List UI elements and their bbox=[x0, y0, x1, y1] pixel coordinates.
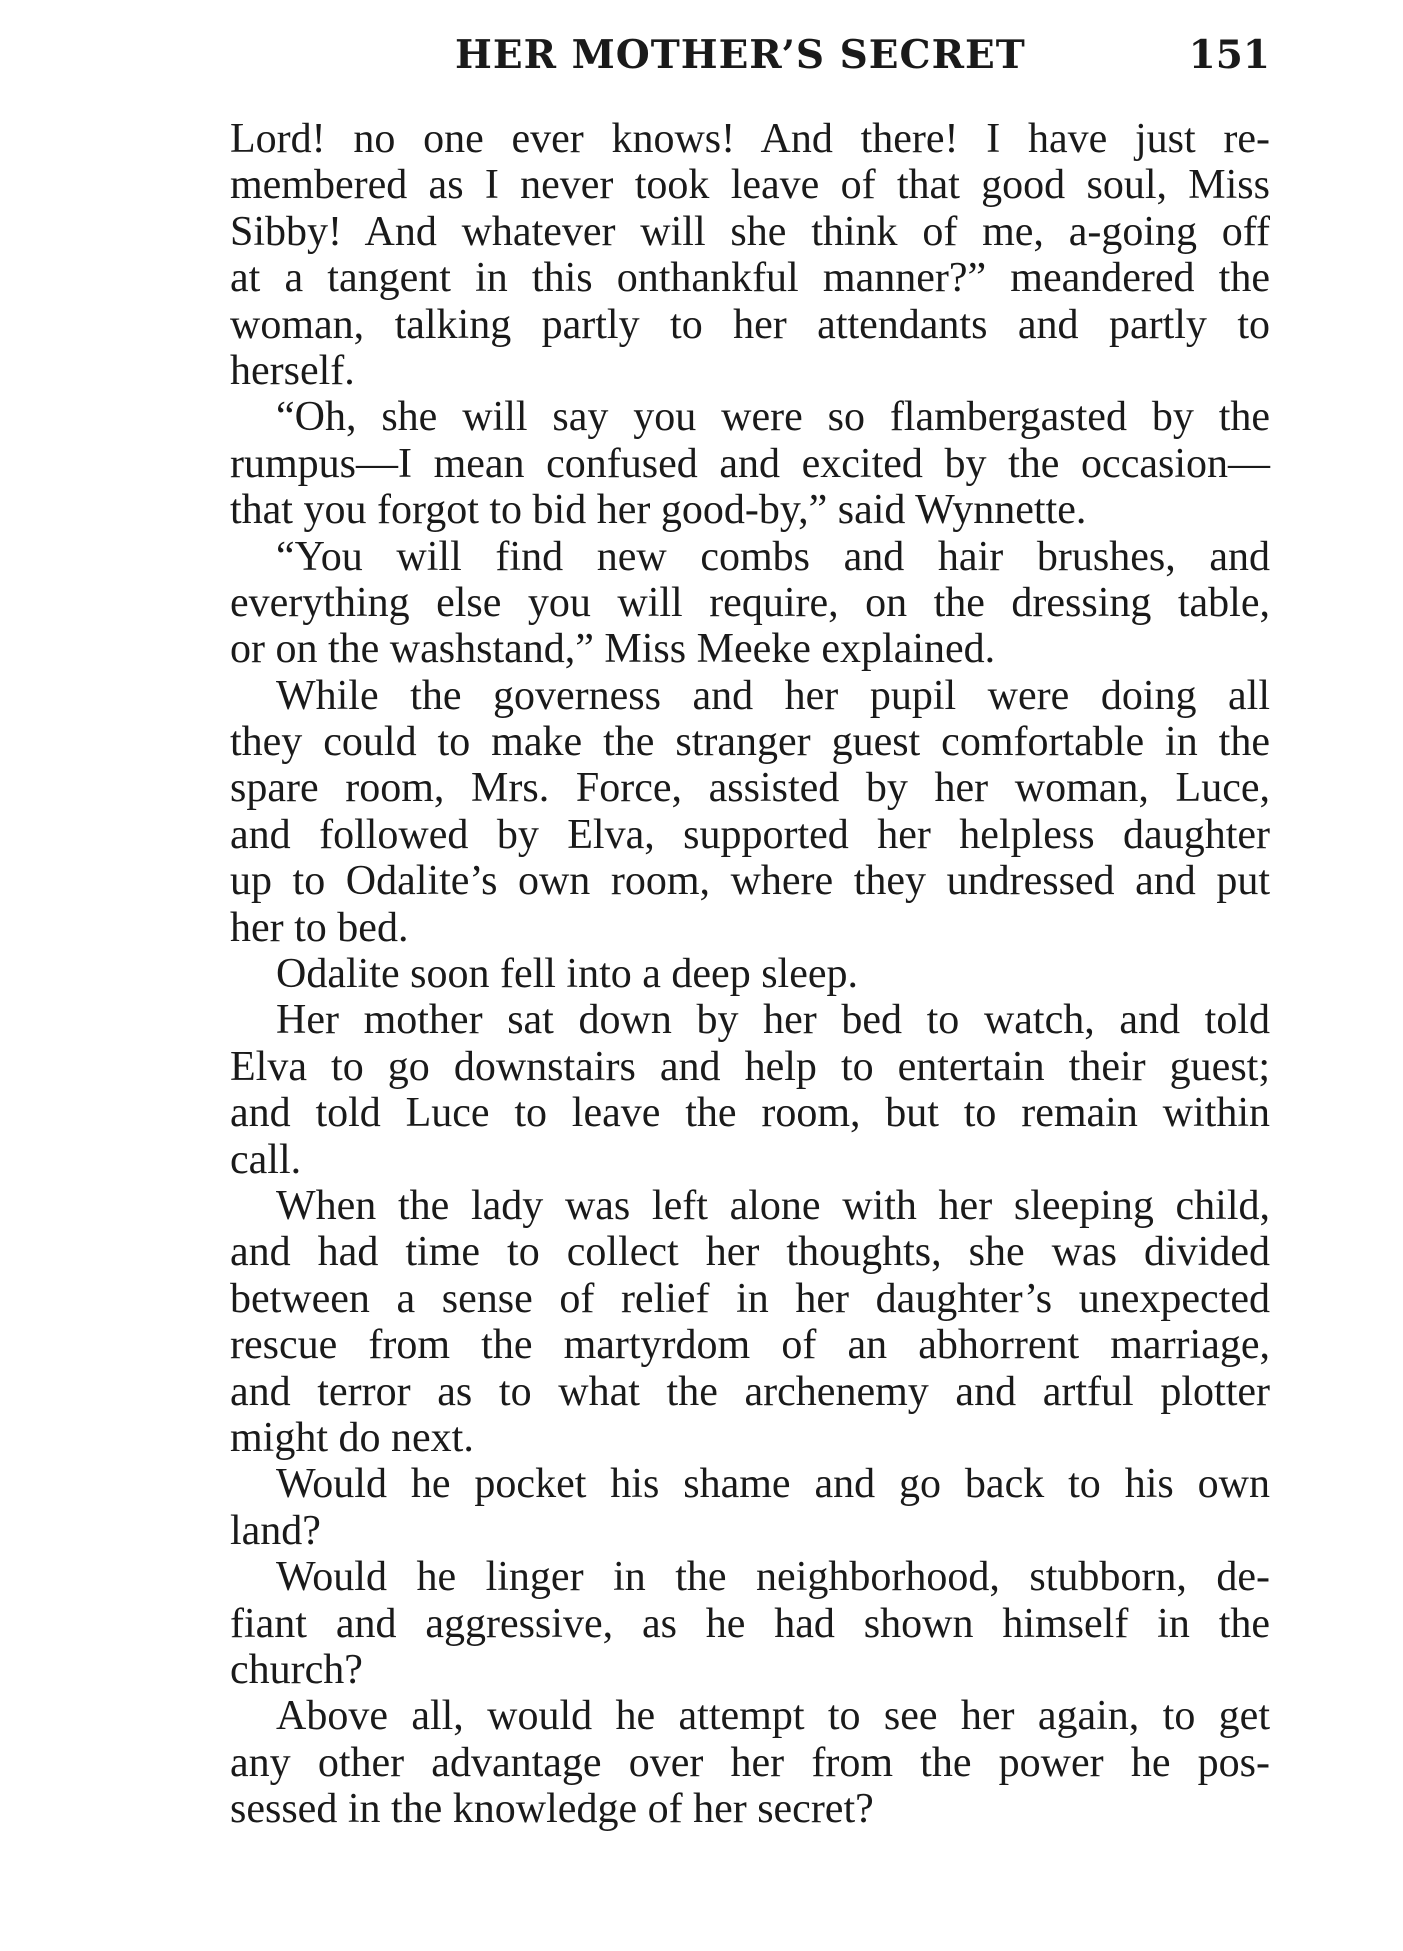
paragraph bbox=[230, 1461, 1270, 1554]
text-line: While the governess and her pupil were doing all bbox=[276, 672, 1270, 719]
page-number: 151 bbox=[1188, 32, 1270, 78]
paragraph bbox=[230, 116, 1270, 394]
text-line: Would he pocket his shame and go back to his own bbox=[276, 1461, 1270, 1508]
text-line: Odalite soon fell into a deep sleep. bbox=[276, 951, 858, 998]
paragraph bbox=[230, 997, 1270, 1183]
text-line: church? bbox=[230, 1646, 363, 1693]
text-line: they could to make the stranger guest comfortable in the bbox=[230, 719, 1270, 766]
text-line: her to bed. bbox=[230, 904, 409, 951]
text-line: When the lady was left alone with her sleeping child, bbox=[276, 1182, 1270, 1229]
text-line: Lord! no one ever knows! And there! I have just re- bbox=[230, 116, 1270, 162]
text-line: sessed in the knowledge of her secret? bbox=[230, 1786, 874, 1833]
text-line: herself. bbox=[230, 347, 355, 394]
text-line: “You will find new combs and hair brushes, and bbox=[276, 533, 1270, 580]
text-line: and followed by Elva, supported her helpless daughter bbox=[230, 811, 1270, 858]
paragraph bbox=[230, 951, 1270, 997]
text-line: between a sense of relief in her daughter’s unexpected bbox=[230, 1275, 1270, 1322]
text-line: fiant and aggressive, as he had shown himself in the bbox=[230, 1600, 1270, 1647]
text-line: “Oh, she will say you were so flambergasted by the bbox=[276, 394, 1270, 441]
text-line: rescue from the martyrdom of an abhorrent marriage, bbox=[230, 1322, 1270, 1369]
paragraph bbox=[230, 394, 1270, 533]
text-line: Sibby! And whatever will she think of me, a-going off bbox=[230, 208, 1270, 255]
text-line: up to Odalite’s own room, where they undressed and put bbox=[230, 858, 1270, 905]
paragraph bbox=[230, 1693, 1270, 1832]
text-line: Would he linger in the neighborhood, stubborn, de- bbox=[276, 1554, 1270, 1601]
text-line: call. bbox=[230, 1136, 302, 1183]
text-line: woman, talking partly to her attendants and partly to bbox=[230, 301, 1270, 348]
text-line: Above all, would he attempt to see her again, to get bbox=[276, 1693, 1270, 1740]
paragraph bbox=[230, 1554, 1270, 1693]
text-line: land? bbox=[230, 1507, 321, 1554]
paragraph bbox=[230, 673, 1270, 951]
text-line: and terror as to what the archenemy and artful plotter bbox=[230, 1368, 1270, 1415]
running-head bbox=[230, 24, 1270, 94]
text-line: rumpus—I mean confused and excited by the occasion— bbox=[230, 440, 1270, 487]
text-line: any other advantage over her from the power he pos- bbox=[230, 1739, 1270, 1786]
body-text bbox=[230, 116, 1270, 1832]
text-line: that you forgot to bid her good-by,” said Wynnette. bbox=[230, 487, 1087, 534]
text-line: Elva to go downstairs and help to entertain their guest; bbox=[230, 1043, 1270, 1090]
text-line: Her mother sat down by her bed to watch, and told bbox=[276, 997, 1270, 1044]
text-line: everything else you will require, on the dressing table, bbox=[230, 579, 1270, 626]
text-line: membered as I never took leave of that good soul, Miss bbox=[230, 162, 1270, 209]
text-line: and had time to collect her thoughts, she was divided bbox=[230, 1229, 1270, 1276]
text-line: spare room, Mrs. Force, assisted by her woman, Luce, bbox=[230, 765, 1270, 812]
text-line: or on the washstand,” Miss Meeke explained. bbox=[230, 626, 996, 673]
text-line: and told Luce to leave the room, but to remain within bbox=[230, 1090, 1270, 1137]
running-title: HER MOTHER’S SECRET bbox=[455, 32, 1026, 78]
paragraph bbox=[230, 1183, 1270, 1461]
text-line: might do next. bbox=[230, 1414, 474, 1461]
paragraph bbox=[230, 534, 1270, 673]
text-line: at a tangent in this onthankful manner?” meandered the bbox=[230, 255, 1270, 302]
